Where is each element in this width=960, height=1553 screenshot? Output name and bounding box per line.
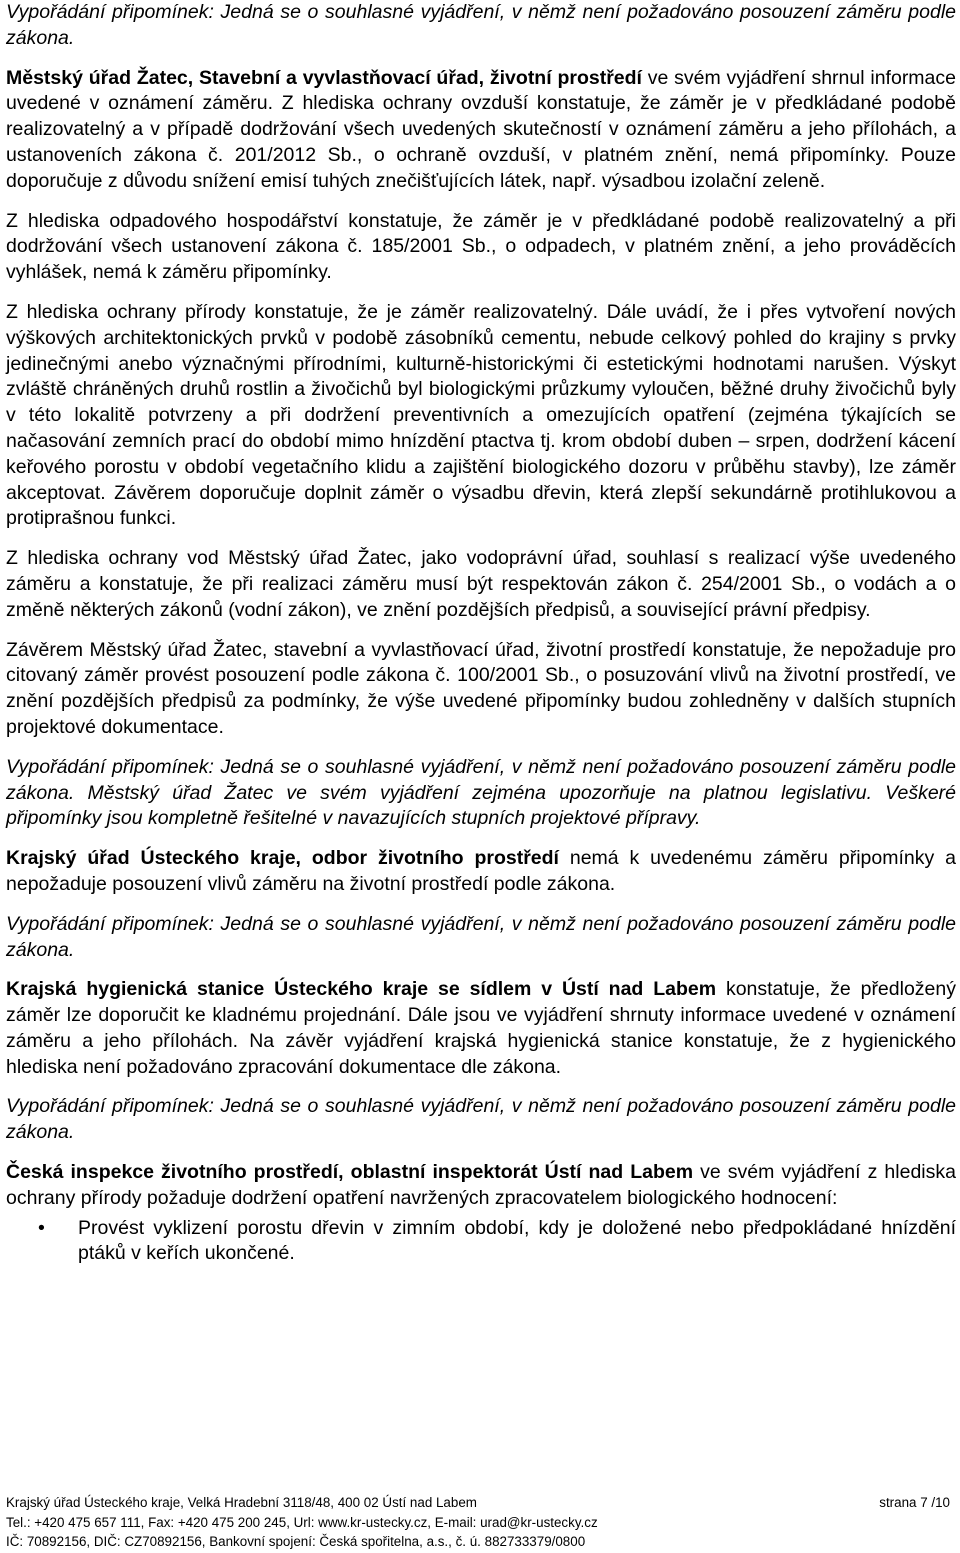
list-item	[6, 1216, 956, 1268]
paragraph-text: konstatuje, že předložený záměr lze doporučit ke kladnému projednání. Dále jsou ve vyjádření shrnuty informace uvedené v oznámení záměru a jeho přílohách. Na závěr vyjádření krajská hygienická stanice konstatuje, že z hygienického hlediska není požadováno zpracování dokumentace dle zákona.	[6, 978, 956, 1078]
paragraph-text: nemá k uvedenému záměru připomínky a nepožaduje posouzení vlivů záměru na životní prostředí podle zákona.	[6, 847, 956, 895]
paragraph-nature: Z hlediska ochrany přírody konstatuje, že je záměr realizovatelný. Dále uvádí, že i přes vytvoření nových výškových architektonických prvků v podobě zásobníků cementu, nebude celkový pohled do krajiny s prvky jedinečnými anebo význačnými přírodními, kulturně-historickými či estetickými hodnotami narušen. Výskyt zvláště chráněných druhů rostlin a živočichů byl biologickými průzkumy vyloučen, běžné druhy živočichů byly v této lokalitě potvrzeny a při dodržení preventivních a omezujících opatření (zejména týkajících se načasování zemních prací do období mimo hnízdění ptactva tj. krom období duben – srpen, dodržení kácení keřového porostu v období vegetačního klidu a zajištění biologického dozoru v průběhu stavby), lze záměr akceptovat. Závěrem doporučuje doplnit záměr o výsadbu dřevin, která zlepší sekundárně protihlukovou a protiprašnou funkci.	[6, 300, 956, 530]
page-footer	[6, 1493, 956, 1552]
paragraph-text: ve svém vyjádření shrnul informace uvedené v oznámení záměru. Z hlediska ochrany ovzduší konstatuje, že záměr je v předkládané podobě realizovatelný a v případě dodržování všech uvedených skutečností v oznámení záměru a jeho přílohách, a ustanoveních zákona č. 201/2012 Sb., o ochraně ovzduší, v platném znění, nemá připomínky. Pouze doporučuje z důvodu snížení emisí tuhých znečišťujících látek, např. výsadbou izolační zeleně.	[6, 66, 956, 192]
settlement-note-4: Vypořádání připomínek: Jedná se o souhlasné vyjádření, v němž není požadováno posouzení záměru podle zákona.	[6, 1095, 956, 1144]
paragraph-kuuk	[6, 846, 956, 898]
authority-name: Městský úřad Žatec, Stavební a vyvlastňovací úřad, životní prostředí	[6, 66, 642, 89]
authority-name: Česká inspekce životního prostředí, oblastní inspektorát Ústí nad Labem	[6, 1161, 694, 1184]
paragraph-text: ve svém vyjádření z hlediska ochrany přírody požaduje dodržení opatření navržených zpracovatelem biologického hodnocení:	[6, 1161, 956, 1209]
paragraph-khs	[6, 977, 956, 1080]
document-body	[6, 0, 956, 1267]
footer-bank-info: IČ: 70892156, DIČ: CZ70892156, Bankovní spojení: Česká spořitelna, a.s., č. ú. 882733379/0800	[6, 1534, 586, 1549]
paragraph-conclusion: Závěrem Městský úřad Žatec, stavební a vyvlastňovací úřad, životní prostředí konstatuje, že nepožaduje pro citovaný záměr provést posouzení podle zákona č. 100/2001 Sb., o posuzování vlivů na životní prostředí, ve znění pozdějších předpisů za podmínky, že výše uvedené připomínky budou zohledněny v dalších stupních projektové dokumentace.	[6, 638, 956, 738]
footer-contact: Tel.: +420 475 657 111, Fax: +420 475 200 245, Url: www.kr-ustecky.cz, E-mail: urad@kr-ustecky.cz	[6, 1514, 598, 1530]
paragraph-cizp	[6, 1160, 956, 1212]
settlement-note-1: Vypořádání připomínek: Jedná se o souhlasné vyjádření, v němž není požadováno posouzení záměru podle zákona.	[6, 1, 956, 49]
paragraph-mu-zatec	[6, 66, 956, 195]
footer-address: Krajský úřad Ústeckého kraje, Velká Hradební 3118/48, 400 02 Ústí nad Labem	[6, 1495, 477, 1510]
paragraph-water: Z hlediska ochrany vod Městský úřad Žatec, jako vodoprávní úřad, souhlasí s realizací výše uvedeného záměru a konstatuje, že při realizaci záměru musí být respektován zákon č. 254/2001 Sb., o vodách a o změně některých zákonů (vodní zákon), ve znění pozdějších předpisů, a související právní předpisy.	[6, 547, 956, 621]
page-number: strana 7 /10	[879, 1495, 950, 1510]
authority-name: Krajský úřad Ústeckého kraje, odbor životního prostředí	[6, 847, 559, 870]
settlement-note-2: Vypořádání připomínek: Jedná se o souhlasné vyjádření, v němž není požadováno posouzení záměru podle zákona. Městský úřad Žatec ve svém vyjádření zejména upozorňuje na platnou legislativu. Veškeré připomínky jsou kompletně řešitelné v navazujících stupních projektové přípravy.	[6, 755, 956, 830]
footer-address-row	[6, 1493, 956, 1513]
paragraph-waste: Z hlediska odpadového hospodářství konstatuje, že záměr je v předkládané podobě realizovatelný a při dodržování všech ustanovení zákona č. 185/2001 Sb., o odpadech, v platném znění, a jeho prováděcích vyhlášek, nemá k záměru připomínky.	[6, 209, 956, 284]
settlement-note-3: Vypořádání připomínek: Jedná se o souhlasné vyjádření, v němž není požadováno posouzení záměru podle zákona.	[6, 912, 956, 961]
requirements-list	[6, 1216, 956, 1268]
list-item-text: Provést vyklizení porostu dřevin v zimním období, kdy je doložené nebo předpokládané hnízdění ptáků v keřích ukončené.	[78, 1216, 956, 1265]
authority-name: Krajská hygienická stanice Ústeckého kraje se sídlem v Ústí nad Labem	[6, 978, 717, 1001]
bullet-icon: •	[38, 1216, 45, 1239]
